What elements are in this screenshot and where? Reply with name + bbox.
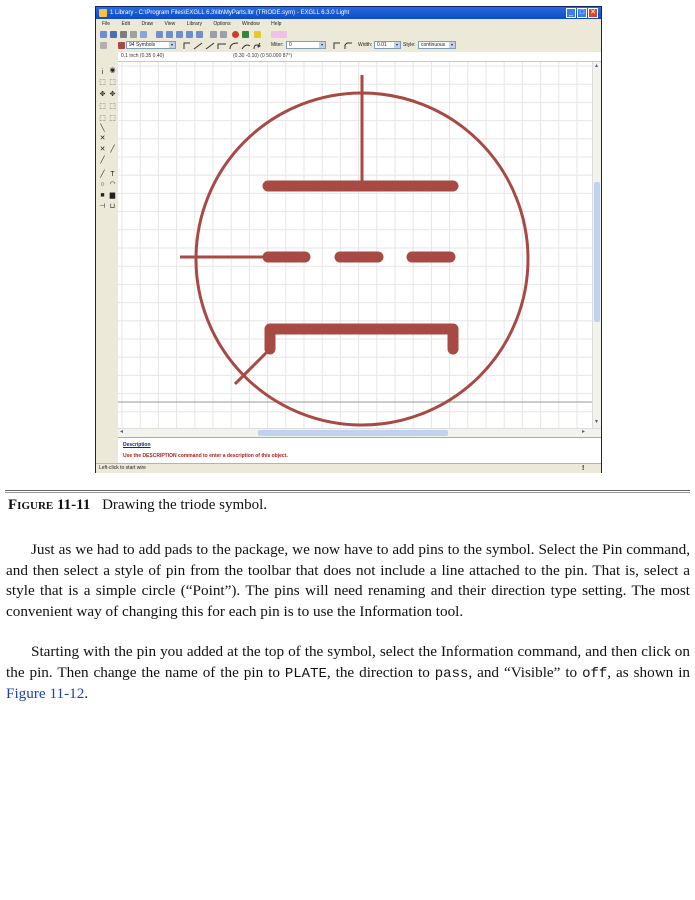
- visible-code: off: [582, 665, 608, 682]
- figure-label: Figure: [8, 497, 54, 513]
- go-icon[interactable]: [242, 31, 249, 38]
- arc-tool-icon[interactable]: ╱: [100, 157, 105, 164]
- app-icon: [99, 9, 107, 17]
- zoom-fit-icon[interactable]: [156, 31, 163, 38]
- figure-caption-text: Drawing the triode symbol.: [102, 497, 268, 513]
- chevron-down-icon: ▾: [395, 42, 398, 47]
- figure-number: 11-11: [56, 497, 91, 513]
- warning-icon: !: [582, 465, 585, 472]
- body-paragraph-2: [6, 642, 690, 705]
- coordinate-bar: [118, 52, 601, 62]
- library-window: [95, 6, 602, 473]
- circle-tool-icon[interactable]: ○: [100, 181, 105, 188]
- pin-name-code: PLATE: [284, 665, 327, 682]
- zoom-in-icon[interactable]: [166, 31, 173, 38]
- cut-tool-icon[interactable]: ⬚: [109, 115, 116, 122]
- change-tool-icon[interactable]: ⬚: [109, 103, 116, 110]
- body-paragraph-1: [6, 540, 690, 623]
- description-panel: [118, 437, 601, 463]
- style-select[interactable]: [418, 41, 456, 49]
- menu-library[interactable]: Library: [186, 21, 202, 27]
- menu-options[interactable]: Options: [213, 21, 231, 27]
- grid-info: 0.1 inch (0.35 0.40): [121, 53, 165, 59]
- bend-style-corner-icon[interactable]: [218, 44, 226, 49]
- scroll-left-icon[interactable]: ◂: [120, 429, 124, 435]
- zoom-select-icon[interactable]: [196, 31, 203, 38]
- bend-style-free-icon[interactable]: [206, 43, 214, 49]
- help-icon[interactable]: [254, 31, 261, 38]
- figure-reference-link[interactable]: Figure 11-12: [6, 685, 85, 703]
- cursor-position: (0.30 -0.10) (0 50.000 87°): [233, 53, 292, 59]
- menu-window[interactable]: Window: [241, 21, 260, 27]
- width-select[interactable]: [374, 41, 401, 49]
- paste-tool-icon[interactable]: ⬚: [99, 115, 106, 122]
- redraw-icon[interactable]: [186, 31, 193, 38]
- miter-label: Miter:: [271, 42, 284, 48]
- polygon-tool-icon[interactable]: ▆: [109, 192, 116, 199]
- bend-style-90-icon[interactable]: [184, 43, 190, 49]
- minimize-button[interactable]: _: [566, 8, 576, 18]
- print-icon[interactable]: [120, 31, 127, 38]
- undo-icon[interactable]: [210, 31, 217, 38]
- caption-rule-bottom: [5, 492, 690, 493]
- status-bar: [96, 463, 601, 473]
- miter-tool-icon[interactable]: ╱: [110, 146, 115, 153]
- scroll-right-icon[interactable]: ▸: [582, 429, 586, 435]
- ripup-tool-icon[interactable]: ✕: [99, 146, 106, 153]
- cam-icon[interactable]: [130, 31, 137, 38]
- vertical-scrollbar[interactable]: [592, 62, 601, 428]
- main-toolbar: [96, 29, 601, 40]
- bend-style-s-icon[interactable]: [254, 43, 260, 49]
- scroll-up-icon[interactable]: ▴: [595, 63, 599, 69]
- chevron-down-icon: ▾: [170, 42, 173, 47]
- redo-icon[interactable]: [220, 31, 227, 38]
- paragraph-2-part: .: [84, 685, 89, 703]
- title-bar[interactable]: [96, 7, 601, 19]
- direction-code: pass: [434, 665, 469, 682]
- figure-caption: [8, 497, 267, 514]
- triode-drawing: [118, 62, 592, 428]
- paragraph-2-part: , as shown in: [607, 663, 691, 681]
- layer-select-value: 94 Symbols: [129, 42, 156, 48]
- brand-logo-icon: [271, 31, 287, 38]
- grid: [118, 62, 592, 428]
- caption-rule-top: [5, 490, 690, 491]
- paragraph-1-text: Just as we had to add pads to the package, we now have to add pins to the symbol. Select the Pin command, and then select a style of pin from the toolbar that does not include a line attached to the pin. That is, select a style that is a simple circle (“Point”). The pins will need renaming and their direction type setting. The most convenient way of changing this for each pin is to use the Information tool.: [6, 541, 690, 621]
- close-button[interactable]: ✕: [588, 8, 598, 18]
- width-label: Width:: [358, 42, 373, 48]
- curve-tool-icon[interactable]: ◠: [109, 181, 116, 188]
- miter-round-icon[interactable]: [345, 43, 352, 49]
- delete-tool-icon[interactable]: ✕: [99, 135, 106, 142]
- style-label: Style:: [403, 42, 416, 48]
- show-tool-icon[interactable]: ◉: [109, 67, 116, 74]
- zoom-out-icon[interactable]: [176, 31, 183, 38]
- description-text: Use the DESCRIPTION command to enter a description of this object.: [123, 453, 288, 459]
- drawing-canvas[interactable]: [118, 62, 592, 428]
- grid-icon[interactable]: [100, 42, 107, 49]
- horizontal-scrollbar[interactable]: [118, 428, 601, 437]
- save-icon[interactable]: [110, 31, 117, 38]
- info-tool-icon[interactable]: i: [101, 69, 104, 76]
- copy-tool-icon[interactable]: ✥: [109, 91, 116, 98]
- pin-tool-icon[interactable]: ⊣: [99, 203, 106, 210]
- menu-help[interactable]: Help: [271, 21, 282, 27]
- rect-tool-icon[interactable]: ■: [100, 192, 105, 199]
- group-tool-icon[interactable]: ⬚: [99, 103, 106, 110]
- layer-select[interactable]: [126, 41, 176, 49]
- wire-bend-styles: [182, 41, 262, 50]
- width-value: 0.01: [377, 42, 387, 48]
- paragraph-2-part: , the direction to: [326, 663, 435, 681]
- menu-view[interactable]: View: [164, 21, 176, 27]
- menu-bar: [96, 19, 601, 29]
- text-tool-icon[interactable]: T: [110, 171, 115, 178]
- miter-square-icon[interactable]: [334, 43, 340, 49]
- stop-icon[interactable]: [232, 31, 239, 38]
- paragraph-2-text: [6, 642, 690, 705]
- description-link[interactable]: Description: [123, 442, 151, 448]
- status-text: Left-click to start wire: [99, 465, 146, 471]
- layer-color-icon: [118, 42, 125, 49]
- menu-draw[interactable]: Draw: [141, 21, 154, 27]
- miter-input[interactable]: [286, 41, 326, 49]
- name-tool-icon[interactable]: ⊔: [109, 203, 116, 210]
- scroll-down-icon[interactable]: ▾: [595, 419, 599, 425]
- command-toolbar: [96, 61, 118, 431]
- open-icon[interactable]: [100, 31, 107, 38]
- horizontal-scroll-thumb[interactable]: [258, 430, 448, 436]
- maximize-button[interactable]: □: [577, 8, 587, 18]
- bend-style-arc-icon[interactable]: [230, 43, 238, 49]
- paragraph-2-part: , and “Visible” to: [468, 663, 583, 681]
- miter-styles: [332, 41, 354, 50]
- miter-value: 0: [289, 42, 292, 48]
- parameter-toolbar: [96, 40, 601, 51]
- split-tool-icon[interactable]: ╲: [100, 125, 105, 132]
- mark-tool-icon[interactable]: ⬚: [109, 79, 116, 86]
- bend-style-45-icon[interactable]: [194, 43, 202, 49]
- chevron-down-icon: ▾: [450, 42, 453, 47]
- move-tool-icon[interactable]: ✥: [99, 91, 106, 98]
- chevron-down-icon: ▾: [320, 42, 323, 47]
- menu-file[interactable]: File: [102, 21, 111, 27]
- paragraph-2-part: Starting with the pin you added at the top of the symbol, select the Information command, and then click on the pin. Then change the name of the pin to: [6, 643, 690, 681]
- display-tool-icon[interactable]: ⬚: [99, 79, 106, 86]
- vertical-scroll-thumb[interactable]: [594, 182, 600, 322]
- menu-edit[interactable]: Edit: [121, 21, 131, 27]
- style-value: continuous: [421, 42, 446, 48]
- wire-tool-icon[interactable]: ╱: [100, 171, 105, 178]
- script-icon[interactable]: [140, 31, 147, 38]
- bend-style-curve-icon[interactable]: [242, 45, 250, 49]
- window-title: 1 Library - C:\Program Files\EXGLL 6.3\lib\MyParts.lbr (TRIODE.sym) - EXGLL 6.3.0 Light: [110, 10, 350, 16]
- cathode-lead-wire[interactable]: [235, 349, 270, 384]
